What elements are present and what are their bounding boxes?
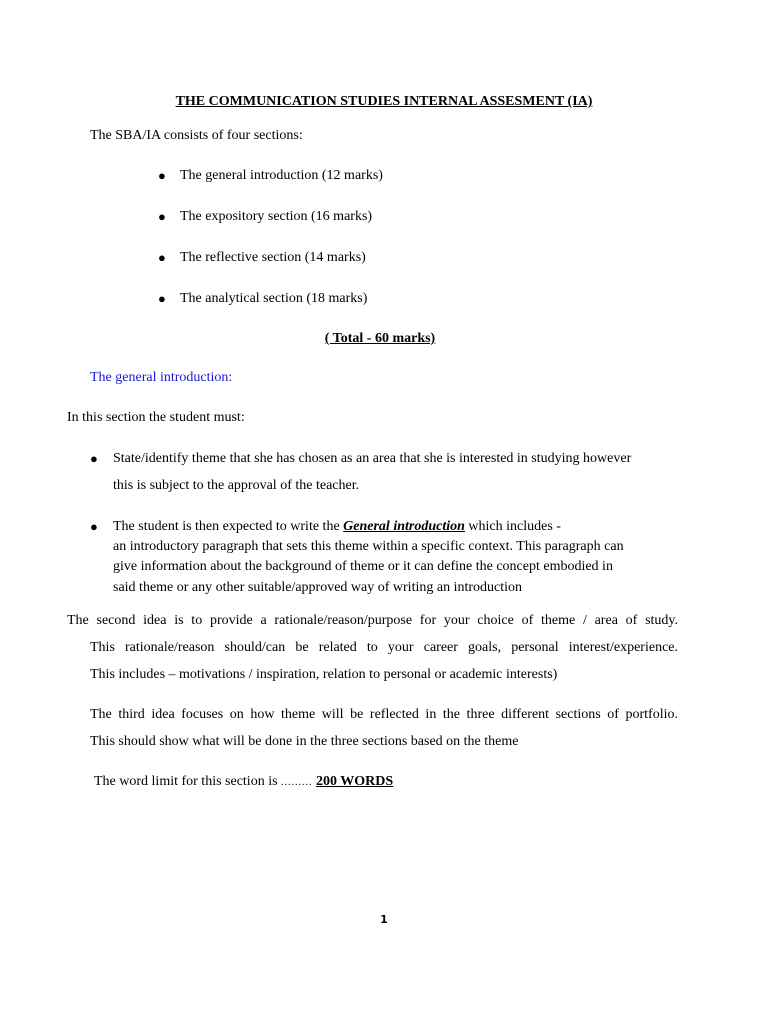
total-marks: ( Total - 60 marks)	[324, 331, 436, 346]
bullet1-line1: State/identify theme that she has chosen as an area that she is interested in studying however	[113, 451, 632, 466]
second-idea-line3: This includes – motivations / inspiration, relation to personal or academic interests)	[90, 667, 558, 682]
bullet2-pre: The student is then expected to write the	[113, 519, 344, 534]
student-must-text: In this section the student must:	[67, 410, 245, 425]
section-label: The reflective section (14 marks)	[180, 250, 366, 265]
bullet1-line2: this is subject to the approval of the teacher.	[113, 478, 360, 493]
bullet2-post: which includes -	[464, 519, 561, 534]
word-limit-line	[94, 774, 393, 790]
section-label: The analytical section (18 marks)	[180, 291, 368, 306]
bullet-icon: ●	[158, 168, 166, 183]
word-limit-value: 200 WORDS	[316, 774, 394, 789]
bullet-icon: ●	[90, 519, 98, 534]
bullet2-line3: give information about the background of theme or it can define the concept embodied in	[113, 559, 613, 574]
bullet2-line4: said theme or any other suitable/approved way of writing an introduction	[113, 580, 523, 595]
page-number: 1	[380, 913, 388, 926]
bullet-icon: ●	[90, 451, 98, 466]
section-label: The general introduction (12 marks)	[180, 168, 383, 183]
second-idea-line2: This rationale/reason should/can be related to your career goals, personal interest/experience.	[90, 640, 678, 655]
intro-text: The SBA/IA consists of four sections:	[90, 128, 303, 143]
bullet-icon: ●	[158, 250, 166, 265]
third-idea-line2: This should show what will be done in the three sections based on the theme	[90, 734, 519, 749]
third-idea-line1: The third idea focuses on how theme will be reflected in the three different sections of portfolio.	[90, 707, 678, 722]
bullet2-line2: an introductory paragraph that sets this theme within a specific context. This paragraph can	[113, 539, 624, 554]
word-limit-dots: .........	[281, 777, 313, 788]
section-label: The expository section (16 marks)	[180, 209, 373, 224]
bullet-icon: ●	[158, 291, 166, 306]
bullet-icon: ●	[158, 209, 166, 224]
word-limit-label: The word limit for this section is	[94, 774, 282, 789]
second-idea-line1: The second idea is to provide a rationale/reason/purpose for your choice of theme / area of study.	[67, 613, 678, 628]
general-introduction-emphasis: General introduction	[343, 519, 465, 534]
bullet2-line1	[113, 519, 561, 535]
document-title: THE COMMUNICATION STUDIES INTERNAL ASSESMENT (IA)	[175, 94, 593, 109]
section-heading: The general introduction:	[90, 370, 233, 385]
